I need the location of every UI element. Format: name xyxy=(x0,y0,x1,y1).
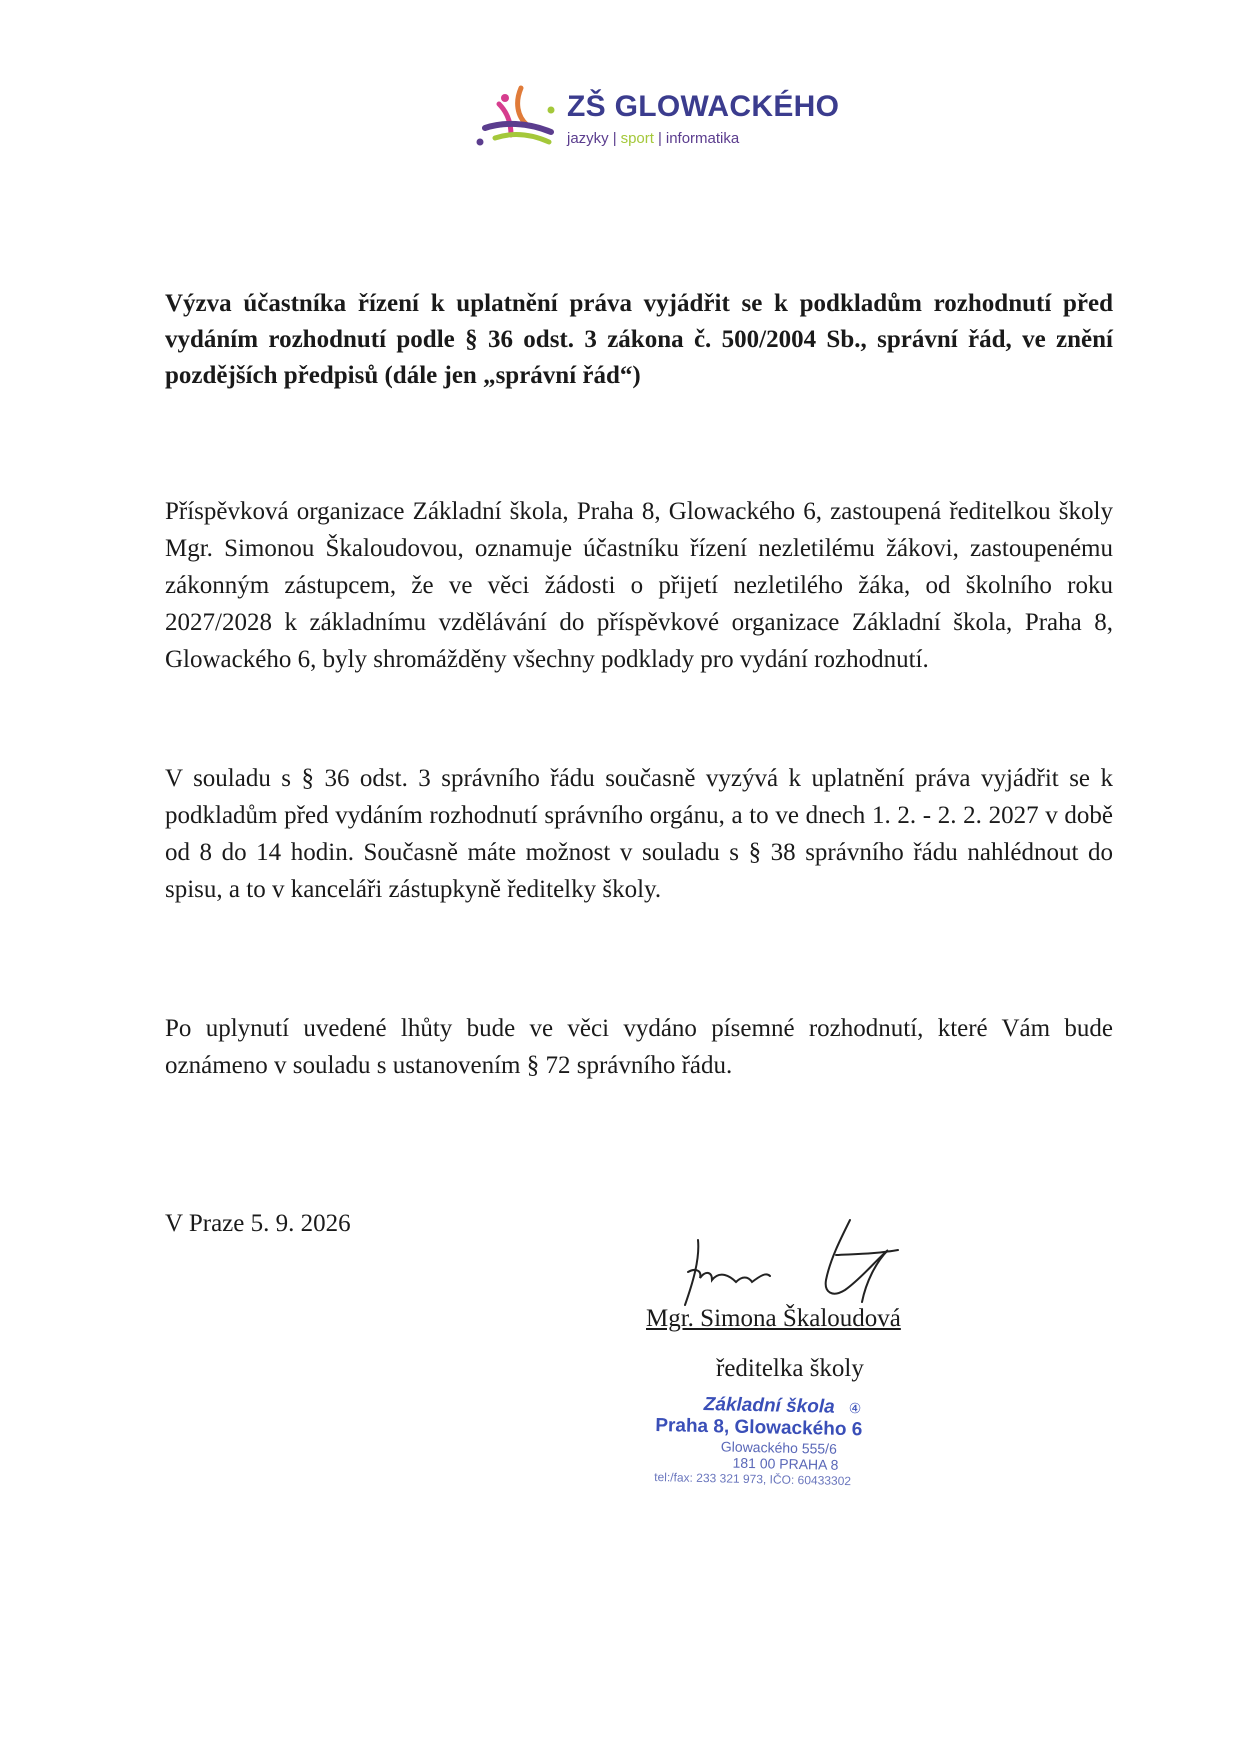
stamp-line-city: 181 00 PRAHA 8 xyxy=(732,1454,839,1473)
logo-figure-icon xyxy=(475,80,565,150)
logo-tagline xyxy=(567,130,739,147)
paragraph-invitation: V souladu s § 36 odst. 3 správního řádu současně vyzývá k uplatnění práva vyjádřit se k podkladům před vydáním rozhodnutí správního orgánu, a to ve dnech 1. 2. - 2. 2. 2027 v době od 8 do 14 hodin. Současně máte možnost v souladu s § 38 správního řádu nahlédnout do spisu, a to v kanceláři zástupkyně ředitelky školy. xyxy=(165,765,1113,903)
stamp-line-street: Glowackého 555/6 xyxy=(720,1438,838,1457)
handwritten-signature xyxy=(640,1210,970,1310)
stamp-number: ④ xyxy=(848,1400,862,1417)
logo-tag-separator: | xyxy=(612,130,617,147)
stamp-line-contact: tel:/fax: 233 321 973, IČO: 60433302 xyxy=(654,1469,852,1489)
stamp-line-school: Základní škola ④ xyxy=(703,1394,862,1418)
paragraph-decision: Po uplynutí uvedené lhůty bude ve věci vydáno písemné rozhodnutí, které Vám bude oznámeno v souladu s ustanovením § 72 správního řádu. xyxy=(165,1015,1113,1079)
place-and-date: V Praze 5. 9. 2026 xyxy=(165,1210,351,1237)
school-stamp xyxy=(654,1393,946,1491)
signer-name: Mgr. Simona Škaloudová xyxy=(646,1305,901,1332)
stamp-line-name: Praha 8, Glowackého 6 xyxy=(655,1414,863,1441)
school-logo xyxy=(475,80,840,160)
signer-role: ředitelka školy xyxy=(716,1355,864,1382)
logo-school-name: ZŠ GLOWACKÉHO xyxy=(567,90,840,123)
logo-tag-languages: jazyky xyxy=(567,130,609,147)
logo-tag-separator: | xyxy=(657,130,662,147)
paragraph-notice: Příspěvková organizace Základní škola, Praha 8, Glowackého 6, zastoupená ředitelkou školy Mgr. Simonou Škaloudovou, oznamuje účastníku řízení nezletilému žákovi, zastoupenému zákonným zástupcem, že ve věci žádosti o přijetí nezletilého žáka, od školního roku 2027/2028 k základnímu vzdělávání do příspěvkové organizace Základní škola, Praha 8, Glowackého 6, byly shromážděny všechny podklady pro vydání rozhodnutí. xyxy=(165,498,1113,673)
document-heading: Výzva účastníka řízení k uplatnění práva vyjádřit se k podkladům rozhodnutí před vydáním rozhodnutí podle § 36 odst. 3 zákona č. 500/2004 Sb., správní řád, ve znění pozdějších předpisů (dále jen „správní řád“) xyxy=(165,290,1113,389)
logo-tag-sport: sport xyxy=(620,130,654,147)
logo-tag-informatics: informatika xyxy=(665,130,740,147)
